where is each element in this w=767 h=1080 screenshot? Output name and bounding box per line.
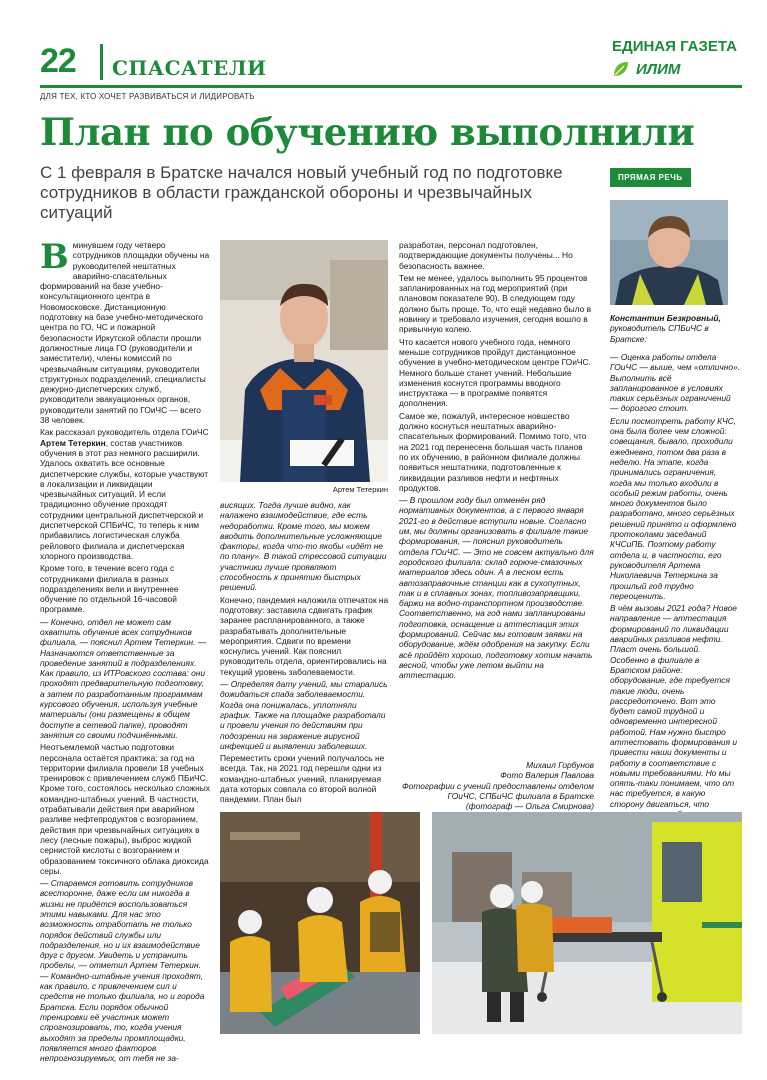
- paragraph: Что касается нового учебного года, немного меньше сотрудников пройдут дистанционное обучение в учебно-методическом центре ГОиЧС. Немного больше станет учений. Небольшие изменения коснутся программы вводного инструктажа — в программе появятся дополнения.: [399, 336, 591, 409]
- photo-credit: Фото Валерия Павлова: [500, 770, 594, 781]
- article-column-1: [40, 237, 210, 1064]
- photos-source: Фотографии с учений предоставлены отделом ГОиЧС, СПБиЧС филиала в Братске: [402, 780, 594, 801]
- speaker-info: [610, 313, 735, 344]
- paragraph: Неотъемлемой частью подготовки персонала остаётся практика: за год на территории филиала провели 18 учебных тренировок с привлечением служб ПБиЧС. Кроме того, состоялось несколько сложных командно-штабных учений. В частности, отрабатывали действия при аварийном разливе нефтепродуктов с возгоранием, действия при чрезвычайных ситуациях в лесу (лесные пожары), выброс жидкой сернистой кислоты с возгоранием и образованием токсичного облака диоксида серы.: [40, 742, 210, 876]
- newspaper-name: ЕДИНАЯ ГАЗЕТА: [612, 38, 737, 55]
- paragraph: Самое же, пожалуй, интересное новшество должно коснуться нештатных аварийно-спасательных формирований. Помимо того, что на 2021 год перенесена большая часть планов по их обучению, в районном филиале должны появиться нештатники, подготовленные к ликвидации разливов нефти и нефтяных продуктов.: [399, 410, 587, 493]
- article-lead: С 1 февраля в Братске начался новый учебный год по подготовке сотрудников в области гражданской обороны и чрезвычайных ситуаций: [40, 163, 563, 222]
- header-rule: [40, 85, 742, 88]
- person-name: Артем Тетеркин: [40, 437, 106, 448]
- tagline: ДЛЯ ТЕХ, КТО ХОЧЕТ РАЗВИВАТЬСЯ И ЛИДИРОВАТЬ: [40, 92, 255, 101]
- paragraph: разработан, персонал подготовлен, подтверждающие документы получены... Но безопасность важнее.: [399, 240, 573, 271]
- section-title: СПАСАТЕЛИ: [112, 56, 267, 80]
- photo-konstantin-bezkrovny: [610, 200, 728, 305]
- article-column-2: [220, 500, 390, 805]
- paragraph: В чём вызовы 2021 года? Новое направление — аттестация формирований по ликвидации аварийных разливов нефти. Пласт очень большой. Особенно в филиале в Братском районе: оборудование, где требуется такие люди, очень рассредоточено. Вот это будет самой трудной и одновременно интересной работой. Нам нужно быстро аттестовать формирования и привести наши документы и работу в соответствие с новыми требованиями. Но мы опять-таки понимаем, что от нас требуется, в какую сторону двигаться, что: [610, 603, 738, 809]
- quote-paragraph: — Определяя дату учений, мы старались дожидаться спада заболеваемости. Когда она понижалась, уплотняли график. Также на площадке разработали и провели учения по действиям при подозрении на заражение вирусной инфекцией и выявлении заболевших.: [220, 679, 388, 751]
- brand-logo: [612, 60, 680, 78]
- quote-paragraph: — Стараемся готовить сотрудников всесторонне, даже если им никогда в жизни не придётся воспользоваться этими навыками. Для нас это возможность отработать не только порядок действий службы или подразделения, но и их взаимодействие друг с другом. Увидеть и устранить пробелы, — отметил Артем Тетеркин. — Командно-штабные учения проходят, как правило, с привлечением сил и средств не только филиала, но и города Братска. Если порядок обычной тренировки её участник может спрогнозировать, то, когда учения выходят за пределы промплощадки, появляется много факторов непрогнозируемых, от тебя не за-: [40, 878, 205, 1064]
- speaker-role: руководитель СПБиЧС в Братске:: [610, 323, 709, 344]
- drop-cap: В: [40, 237, 69, 277]
- article-credits: [399, 760, 594, 811]
- photo-artem-teterkin: [220, 240, 388, 482]
- paragraph: Кроме того, в течение всего года с сотрудниками филиала в разных подразделениях вели и внутреннее обучение по отдельной 16-часовой программе.: [40, 563, 179, 615]
- paragraph: Как рассказал руководитель отдела ГОиЧС: [40, 427, 209, 438]
- photo-rescue-training-indoor: [220, 812, 420, 1034]
- paragraph: Конечно, пандемия наложила отпечаток на подготовку: заставила сдвигать график заранее распланированного, а также разрабатывать дополнительные мероприятия. Сдвиги по времени коснулись учений. Как пояснил руководитель отдела, ориентировались на текущий уровень заболеваемости.: [220, 594, 389, 677]
- photo-rescue-training-outdoor: [432, 812, 742, 1034]
- paragraph: — Оценка работы отдела ГОиЧС — выше, чем «отлично». Выполнить всё запланированное в условиях таких серьёзных ограничений — дорогого стоит.: [610, 352, 741, 414]
- photo-caption: Артем Тетеркин: [332, 485, 388, 494]
- quote-paragraph: — В прошлом году был отменён ряд нормативных документов, а с первого января 2021-го в действие вступили новые. Согласно им, мы должны организовать в филиале такие формирования, — пояснил руководитель отдела ГОиЧС. — Это не совсем актуально для городского филиала: склад горюче-смазочных материалов здесь один. А в лесном есть автозаправочные станции как в сухопутных, так и в сплавных зонах, топливозаправщики, баржи на водно-транспортном производстве. Соответственно, на год нами запланированы подготовка, оснащение и аттестация этих формирований. Сейчас мы готовим заявки на оборудование, ждём одобрения на закупку. Если всё пройдёт хорошо, подготовку хотим начать весной, чтобы уже летом выйти на аттестацию.: [399, 495, 594, 681]
- photographer-credit: (фотограф — Ольга Смирнова): [465, 801, 594, 812]
- brand-ilim: ИЛИМ: [636, 60, 681, 78]
- speaker-name: Константин Безкровный,: [610, 313, 721, 323]
- sidebar-quote: [610, 352, 740, 807]
- paragraph: Переместить сроки учений получалось не всегда. Так, на 2021 год перешли одни из командно-штабных учений, планируемая дата которых совпала со второй волной пандемии. План был: [220, 753, 385, 805]
- sidebar-label: ПРЯМАЯ РЕЧЬ: [610, 168, 691, 187]
- paragraph: Тем не менее, удалось выполнить 95 процентов запланированных на год мероприятий (при плановом показателе 90). В следующем году должно быть проще. То, что ещё недавно было в новинку и требовало изучения, сегодня вошло в привычную колею.: [399, 272, 592, 335]
- article-column-3: [399, 240, 594, 805]
- paragraph: Если посмотреть работу КЧС, она была более чем сложной: совещания, бывало, проходили ежедневно, потом два раза в неделю. На этапе, когда принимались ограничения, когда мы только входили в особый режим работы, очень много документов было разработано, много серьёзных решений принято и оформлено протоколами заседаний КЧСиПБ. Поэтому работу отдела и, в частности, его руководителя Артема Николаевича Тетеркина за прошлый год трудно переоценить.: [610, 415, 737, 601]
- author-name: Михаил Горбунов: [526, 760, 594, 770]
- paragraph: , состав участников обучения в этот раз немного расширили. Удалось охватить все основные диспетчерские службы, которые участвуют в локализации и ликвидации чрезвычайных ситуаций. И если традиционно обучение проходят сотрудники центральной диспетчерской и диспетчерской СПБиЧС, то теперь к ним прибавились логистическая служба рейлового филиала и диспетчерская хлорного производства.: [40, 437, 209, 561]
- paragraph: минувшем году четверо сотрудников площадки обучены на руководителей нештатных аварийно-спасательных формирований на базе учебно-консультационного центра в Новомосковске. Дистанционную подготовку на базе учебно-методического центра по ГО, ЧС и пожарной безопасности Иркутской области прошли должностные лица ГО (руководители и заместители), члены комиссий по чрезвычайным ситуациям, руководители структурных подразделений, специалисты дежурно-диспетчерских служб, руководители эвакуационных органов, руководители занятий по ГОиЧС — всего 38 человек.: [40, 240, 210, 426]
- leaf-icon: [612, 60, 630, 78]
- page-number-divider: [100, 44, 103, 80]
- page-number: 22: [40, 42, 76, 80]
- quote-paragraph: висящих. Тогда лучше видно, как налажено взаимодействие, где есть недоработки. Кроме того, мы можем вводить дополнительные усложняющие факторы, когда что-то якобы «идёт не по плану». В такой стрессовой ситуации участники лучше проявляют способность к принятию быстрых решений.: [220, 500, 387, 593]
- article-headline: План по обучению выполнили: [40, 110, 695, 154]
- quote-paragraph: — Конечно, отдел не может сам охватить обучение всех сотрудников филиала, — пояснил Артем Тетеркин. — Назначаются ответственные за проведение занятий в подразделениях. Как правило, из ИТРовского состава: они проходят предварительную подготовку, а затем по разработанным программам курсового обучения, используя учебные материалы (они размещены в общем доступе в сетевой папке), проводят занятия со своими подчинёнными.: [40, 616, 207, 740]
